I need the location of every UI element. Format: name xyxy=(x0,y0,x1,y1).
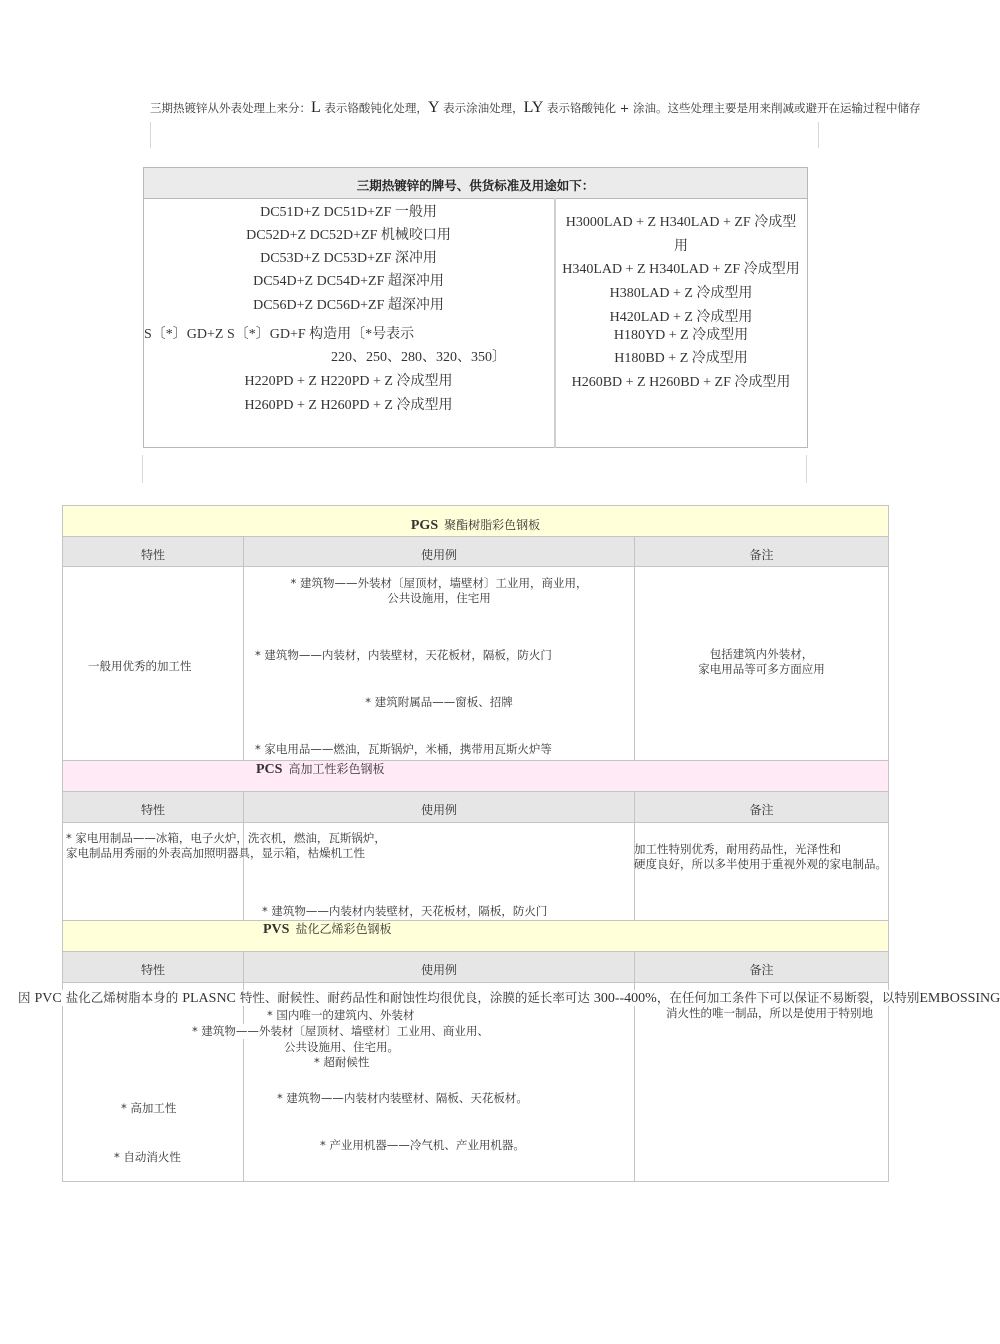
pcs-header-remark: 备注 xyxy=(634,791,889,823)
grades-right-rule xyxy=(806,455,807,483)
pvs-usage-4: * 建筑物——内装材内装壁材、隔板、天花板材。 xyxy=(277,1091,528,1105)
pgs-code: PGS xyxy=(410,518,439,533)
pgs-header-feature: 特性 xyxy=(62,536,244,567)
pgs-usage-4: * 家电用品——燃油，瓦斯锅炉，米桶，携带用瓦斯火炉等 xyxy=(255,742,552,756)
pgs-remark-1: 包括建筑内外装材， xyxy=(709,647,814,661)
pgs-usage-1a: * 建筑物——外装材〔屋顶材，墙壁材〕工业用，商业用， xyxy=(290,576,588,590)
pgs-header-usage: 使用例 xyxy=(243,536,635,567)
intro-text-1: 三期热镀锌从外表处理上来分： xyxy=(150,101,311,115)
pcs-usage-1a: * 家电用制品——冰箱，电子火炉，洗衣机，燃油，瓦斯锅炉， xyxy=(66,831,386,845)
pcs-header-usage: 使用例 xyxy=(243,791,635,823)
pvs-title xyxy=(263,920,391,938)
grade-right-1b: 用 xyxy=(674,239,688,254)
grades-table-title: 三期热镀锌的牌号、供货标准及用途如下： xyxy=(143,167,808,199)
intro-code-l: L xyxy=(311,99,321,116)
intro-text-2: 表示铬酸钝化处理， xyxy=(320,101,428,115)
pvs-usage-3: * 超耐候性 xyxy=(314,1055,370,1069)
grade-left-1: DC51D+Z DC51D+ZF 一般用 xyxy=(260,205,437,220)
pcs-title-bar xyxy=(62,760,889,792)
pcs-name: 高加工性彩色钢板 xyxy=(288,762,385,776)
intro-text-4: 表示铬酸钝化 + 涂油。这些处理主要是用来削减或避开在运输过程中储存 xyxy=(543,101,921,115)
pgs-title-bar xyxy=(62,505,889,537)
grade-right-4: H420LAD + Z 冷成型用 xyxy=(609,310,753,325)
pvs-code: PVS xyxy=(263,922,290,937)
pvs-header-feature: 特性 xyxy=(62,951,244,983)
intro-code-y: Y xyxy=(427,99,440,116)
pvs-usage-2b: 公共设施用、住宅用。 xyxy=(284,1040,399,1054)
pvs-header-remark: 备注 xyxy=(634,951,889,983)
pvs-desc-b: 盐化乙烯树脂本身的 xyxy=(61,990,179,1005)
pvs-description-line xyxy=(18,990,1000,1006)
grade-left-5: DC56D+Z DC56D+ZF 超深冲用 xyxy=(253,298,444,313)
pvs-remark-2: 消火性的唯一制品，所以是使用于特别地 xyxy=(666,1006,873,1020)
grade-right-5: H180YD + Z 冷成型用 xyxy=(613,328,749,343)
pvs-name: 盐化乙烯彩色钢板 xyxy=(295,922,392,936)
pgs-name: 聚酯树脂彩色钢板 xyxy=(444,518,541,532)
intro-text-3: 表示涂油处理， xyxy=(439,101,524,115)
pgs-feature: 一般用优秀的加工性 xyxy=(88,659,192,673)
grade-left-7: 220、250、280、320、350〕 xyxy=(331,350,506,365)
pvs-feature-1: * 高加工性 xyxy=(121,1101,177,1115)
grade-left-4: DC54D+Z DC54D+ZF 超深冲用 xyxy=(253,274,444,289)
grade-right-3: H380LAD + Z 冷成型用 xyxy=(609,286,753,301)
grade-left-3: DC53D+Z DC53D+ZF 深冲用 xyxy=(260,251,437,266)
pvs-desc-pvc: PVC xyxy=(34,991,62,1006)
pgs-usage-2: * 建筑物——内装材，内装壁材，天花板材，隔板，防火门 xyxy=(255,648,552,662)
intro-code-ly: LY xyxy=(523,99,544,116)
pcs-usage-2: * 建筑物——内装材内装壁材，天花板材，隔板，防火门 xyxy=(262,904,548,918)
pcs-remark-1: 加工性特别优秀，耐用药品性，光泽性和 xyxy=(634,842,841,856)
pvs-title-bar xyxy=(62,920,889,952)
pvs-desc-plasnc: PLASNC xyxy=(182,991,236,1006)
pvs-header-usage: 使用例 xyxy=(243,951,635,983)
grade-left-8: H220PD + Z H220PD + Z 冷成型用 xyxy=(244,374,453,389)
pcs-code: PCS xyxy=(256,762,283,777)
pgs-usage-3: * 建筑附属品——窗板、招牌 xyxy=(365,695,513,709)
pcs-remark-2: 硬度良好，所以多半使用于重视外观的家电制品。 xyxy=(634,857,887,871)
grade-left-2: DC52D+Z DC52D+ZF 机械咬口用 xyxy=(246,228,451,243)
pcs-title xyxy=(256,760,384,778)
pvs-desc-c: 特性、耐候性、耐药品性和耐蚀性均很优良，涂膜的延长率可达 xyxy=(235,990,590,1005)
grades-left-rule xyxy=(142,455,143,483)
pgs-remark-2: 家电用品等可多方面应用 xyxy=(698,662,825,676)
pgs-usage-1b: 公共设施用，住宅用 xyxy=(387,591,491,605)
pcs-usage-1b: 家电制品用秀丽的外表高加照明器具，显示箱，枯燥机工性 xyxy=(66,846,365,860)
pgs-title xyxy=(63,516,888,534)
pvs-usage-5: * 产业用机器——冷气机、产业用机器。 xyxy=(320,1138,525,1152)
intro-paragraph xyxy=(150,100,950,116)
grade-right-2: H340LAD + Z H340LAD + ZF 冷成型用 xyxy=(562,262,800,277)
grade-left-6: S〔*〕GD+Z S〔*〕GD+F 构造用〔*号表示 xyxy=(144,327,415,342)
pvs-desc-pct: 300--400% xyxy=(593,991,657,1006)
intro-left-rule xyxy=(150,122,151,148)
grade-right-6: H180BD + Z 冷成型用 xyxy=(614,351,748,366)
intro-right-rule xyxy=(818,122,819,148)
grade-left-9: H260PD + Z H260PD + Z 冷成型用 xyxy=(244,398,453,413)
pvs-usage-1: * 国内唯一的建筑内、外装材 xyxy=(267,1008,415,1022)
pcs-header-feature: 特性 xyxy=(62,791,244,823)
pvs-desc-d: ，在任何加工条件下可以保证不易断裂，以特别 xyxy=(656,990,920,1005)
pvs-desc-a: 因 xyxy=(18,990,31,1005)
pgs-header-remark: 备注 xyxy=(634,536,889,567)
pvs-usage-2a: * 建筑物——外装材〔屋顶材、墙壁材〕工业用、商业用、 xyxy=(192,1024,489,1038)
pvs-desc-emb: EMBOSSING xyxy=(919,991,1000,1006)
grade-right-7: H260BD + Z H260BD + ZF 冷成型用 xyxy=(571,375,791,390)
pvs-feature-2: * 自动消火性 xyxy=(114,1150,181,1164)
grade-right-1: H3000LAD + Z H340LAD + ZF 冷成型 xyxy=(565,215,797,230)
